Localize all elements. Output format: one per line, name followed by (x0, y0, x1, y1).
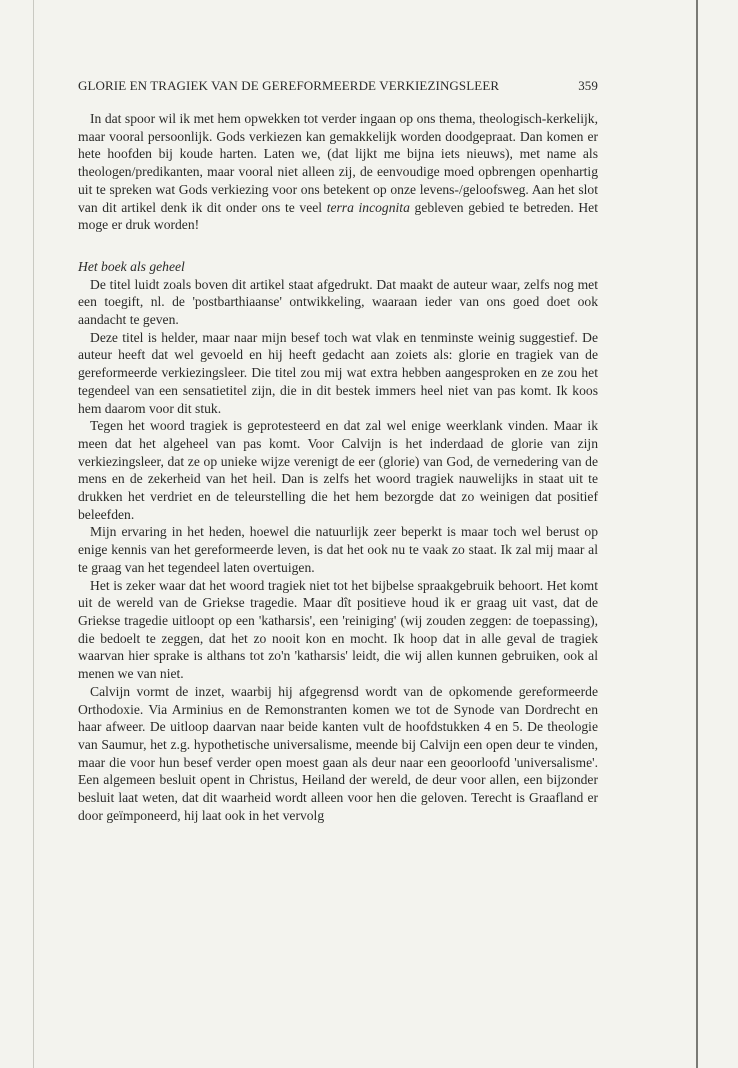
paragraph: Tegen het woord tragiek is geprotesteerd en dat zal wel enige weerklank vinden. Maar ik meen dat het algeheel van pas komt. Voor Calvijn is het inderdaad de glorie van zijn verkiezingsleer, dat ze op unieke wijze verenigt de eer (glorie) van God, de vernedering van de mens en de zekerheid van het heil. Dan is zelfs het woord tragiek nauwelijks in staat uit te drukken het verdriet en de teleurstelling die het hem bezorgde dat zo weinigen dat positief beleefden. (78, 418, 598, 522)
page-edge-right (696, 0, 698, 1068)
intro-text-1: In dat spoor wil ik met hem opwekken tot verder ingaan op ons thema, theologisch-kerkelijk, maar vooral persoonlijk. Gods verkiezen kan gemakkelijk worden doodgepraat. Dan komen er hete hoofden bij koude harten. Laten we, (dat lijkt me bijna iets nieuws), met name als theologen/predikanten, maar vooral niet alleen zij, de eenvoudige moed opbrengen openhartig uit te spreken wat Gods verkiezing voor ons betekent op onze levens-/geloofsweg. Aan het slot van dit artikel denk ik dit onder ons te veel (78, 111, 598, 215)
paragraph: De titel luidt zoals boven dit artikel staat afgedrukt. Dat maakt de auteur waar, zelfs nog met een toegift, nl. de 'postbarthiaanse' ontwikkeling, waaraan ieder van ons goed doet ook aandacht te geven. (78, 276, 598, 328)
running-title: GLORIE EN TRAGIEK VAN DE GEREFORMEERDE VERKIEZINGSLEER (78, 78, 500, 93)
section-gap (78, 234, 598, 258)
paragraph: Mijn ervaring in het heden, hoewel die natuurlijk zeer beperkt is maar toch wel berust op enige kennis van het gereformeerde leven, is dat het ook nu te vaak zo staat. Ik zal mij maar al te graag van het tegendeel laten overtuigen. (78, 524, 598, 575)
section-heading: Het boek als geheel (78, 258, 185, 274)
intro-paragraph (78, 110, 598, 234)
page-number: 359 (578, 78, 598, 93)
running-header (78, 78, 598, 94)
paragraph: Het is zeker waar dat het woord tragiek niet tot het bijbelse spraakgebruik behoort. Het komt uit de wereld van de Griekse tragedie. Maar dît positieve houd ik er graag uit vast, dat de Griekse tragedie uitloopt op een 'katharsis', een 'reiniging' (wij zouden zeggen: de toepassing), die bedoelt te zeggen, dat het zo nooit kon en mocht. Ik hoop dat in alle geval de tragiek waarvan hier sprake is althans tot zo'n 'katharsis' leidt, die wij allen kunnen gebruiken, ook al menen we van niet. (78, 577, 598, 682)
intro-text-2: gebleven gebied te betreden. Het moge er druk worden! (78, 199, 598, 233)
paragraph: Deze titel is helder, maar naar mijn besef toch wat vlak en tenminste weinig suggestief. De auteur heeft dat wel gevoeld en hij heeft gedacht aan zoiets als: glorie en tragiek van de gereformeerde verkiezingsleer. Die titel zou mij wat extra hebben aangesproken en ze zou het tegendeel van een sensatietitel zijn, die in dit bestek immers heel niet van pas komt. Ik koos hem daarom voor dit stuk. (78, 329, 598, 416)
paragraph: Calvijn vormt de inzet, waarbij hij afgegrensd wordt van de opkomende gereformeerde Orthodoxie. Via Arminius en de Remonstranten komen we tot de Synode van Dordrecht en haar afweer. De uitloop daarvan naar beide kanten vult de hoofdstukken 4 en 5. De theologie van Saumur, het z.g. hypothetische universalisme, meende bij Calvijn een open deur te vinden, maar die voor hun besef verder open moest gaan als deur naar een geoorloofd 'universalisme'. Een algemeen besluit opent in Christus, Heiland der wereld, de deur voor allen, een bijzonder besluit laat weten, dat dit waarheid wordt alleen voor hen die geloven. Terecht is Graafland er door geïmponeerd, hij laat ook in het vervolg (78, 683, 598, 823)
body-text (78, 110, 598, 824)
page-edge-left (33, 0, 34, 1068)
intro-italic-term: terra incognita (326, 199, 410, 215)
